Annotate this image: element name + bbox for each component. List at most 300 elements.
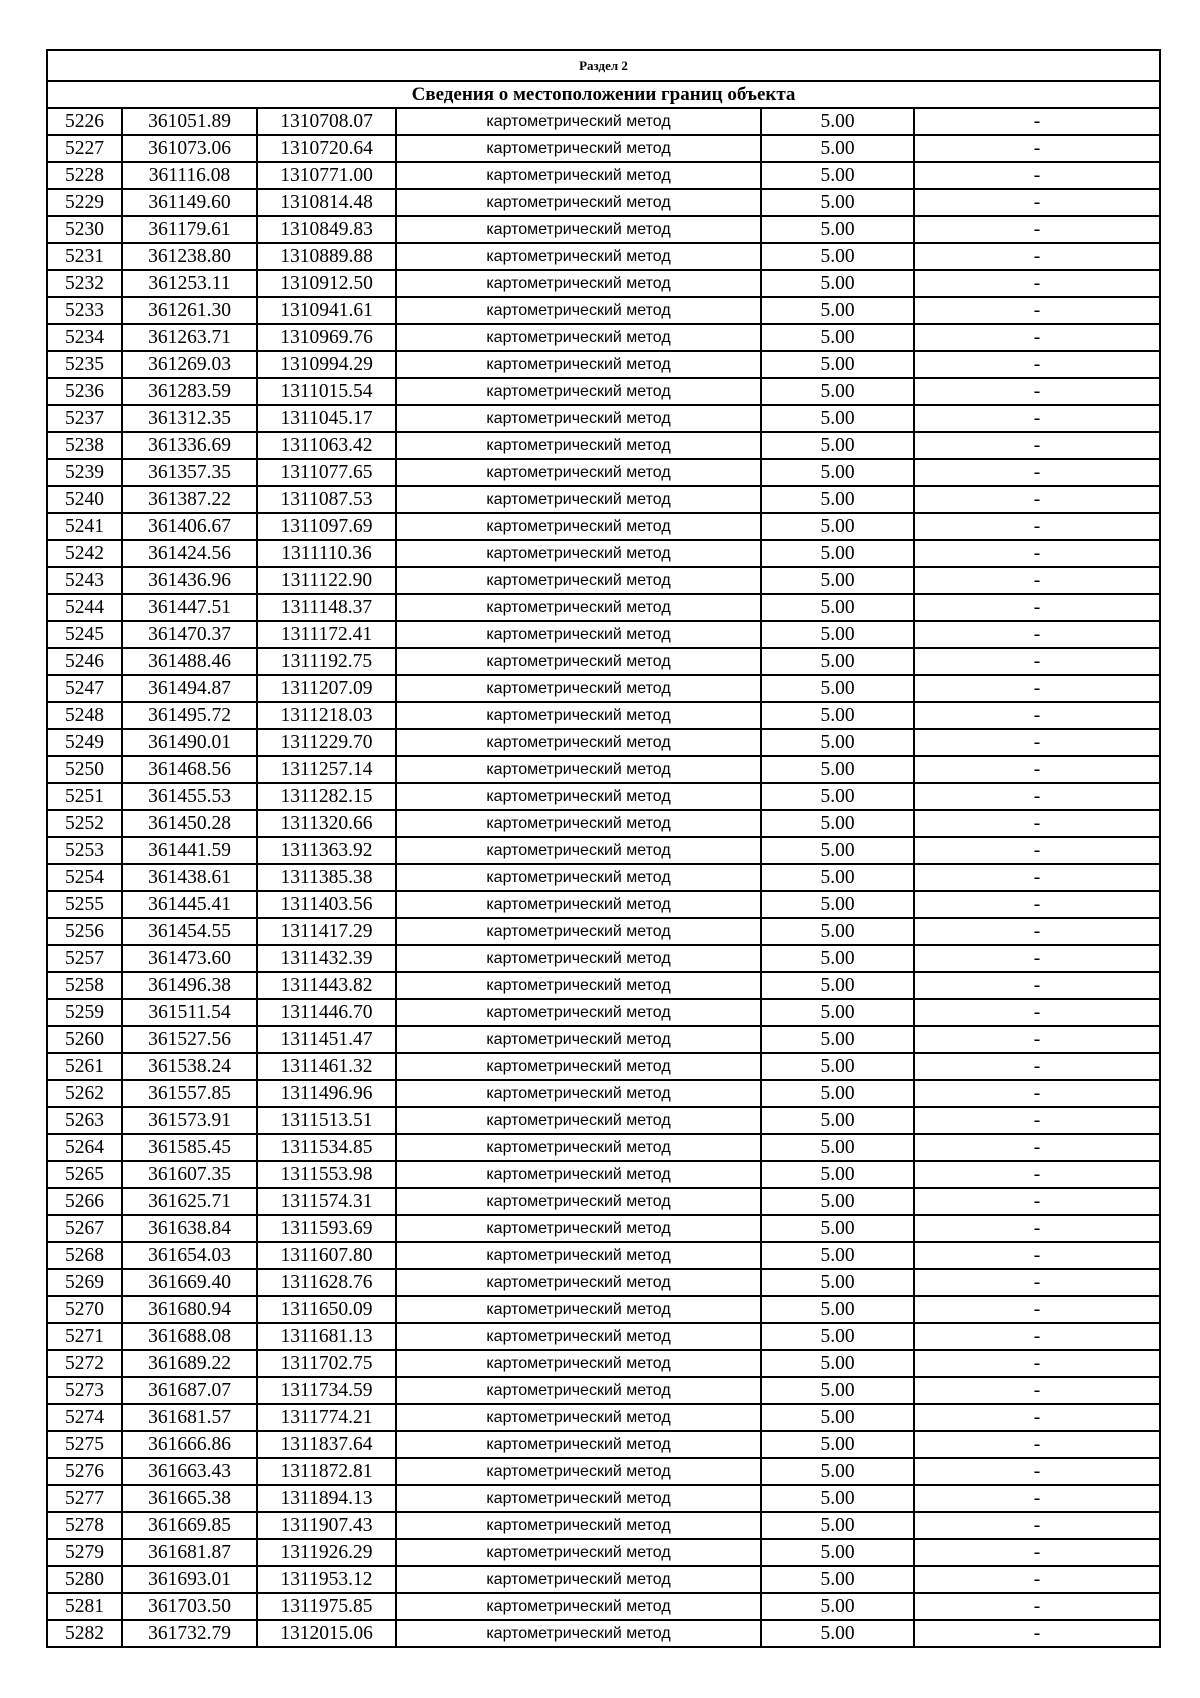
delta-cell: -: [914, 972, 1160, 999]
method-cell: картометрический метод: [396, 1431, 761, 1458]
method-cell: картометрический метод: [396, 1053, 761, 1080]
method-cell: картометрический метод: [396, 108, 761, 135]
accuracy-cell: 5.00: [761, 918, 914, 945]
y-coordinate-cell: 1310720.64: [257, 135, 396, 162]
delta-cell: -: [914, 675, 1160, 702]
point-number-cell: 5263: [47, 1107, 122, 1134]
method-cell: картометрический метод: [396, 648, 761, 675]
y-coordinate-cell: 1311063.42: [257, 432, 396, 459]
table-row: [47, 810, 1160, 837]
y-coordinate-cell: 1310708.07: [257, 108, 396, 135]
point-number-cell: 5275: [47, 1431, 122, 1458]
table-row: [47, 891, 1160, 918]
table-row: [47, 1458, 1160, 1485]
accuracy-cell: 5.00: [761, 513, 914, 540]
y-coordinate-cell: 1311417.29: [257, 918, 396, 945]
delta-cell: -: [914, 1269, 1160, 1296]
x-coordinate-cell: 361607.35: [122, 1161, 257, 1188]
y-coordinate-cell: 1311192.75: [257, 648, 396, 675]
y-coordinate-cell: 1311087.53: [257, 486, 396, 513]
point-number-cell: 5251: [47, 783, 122, 810]
table-row: [47, 918, 1160, 945]
point-number-cell: 5253: [47, 837, 122, 864]
method-cell: картометрический метод: [396, 135, 761, 162]
y-coordinate-cell: 1311045.17: [257, 405, 396, 432]
method-cell: картометрический метод: [396, 270, 761, 297]
accuracy-cell: 5.00: [761, 1350, 914, 1377]
x-coordinate-cell: 361253.11: [122, 270, 257, 297]
table-row: [47, 729, 1160, 756]
table-row: [47, 1431, 1160, 1458]
method-cell: картометрический метод: [396, 972, 761, 999]
delta-cell: -: [914, 621, 1160, 648]
method-cell: картометрический метод: [396, 729, 761, 756]
boundary-table: [46, 49, 1161, 1648]
point-number-cell: 5247: [47, 675, 122, 702]
method-cell: картометрический метод: [396, 567, 761, 594]
x-coordinate-cell: 361238.80: [122, 243, 257, 270]
point-number-cell: 5277: [47, 1485, 122, 1512]
method-cell: картометрический метод: [396, 1566, 761, 1593]
table-row: [47, 297, 1160, 324]
accuracy-cell: 5.00: [761, 756, 914, 783]
x-coordinate-cell: 361638.84: [122, 1215, 257, 1242]
point-number-cell: 5270: [47, 1296, 122, 1323]
x-coordinate-cell: 361666.86: [122, 1431, 257, 1458]
table-row: [47, 837, 1160, 864]
table-row: [47, 270, 1160, 297]
x-coordinate-cell: 361703.50: [122, 1593, 257, 1620]
accuracy-cell: 5.00: [761, 1404, 914, 1431]
method-cell: картометрический метод: [396, 324, 761, 351]
delta-cell: -: [914, 1539, 1160, 1566]
y-coordinate-cell: 1311628.76: [257, 1269, 396, 1296]
point-number-cell: 5241: [47, 513, 122, 540]
x-coordinate-cell: 361490.01: [122, 729, 257, 756]
y-coordinate-cell: 1311702.75: [257, 1350, 396, 1377]
point-number-cell: 5243: [47, 567, 122, 594]
y-coordinate-cell: 1310849.83: [257, 216, 396, 243]
method-cell: картометрический метод: [396, 1404, 761, 1431]
method-cell: картометрический метод: [396, 810, 761, 837]
x-coordinate-cell: 361261.30: [122, 297, 257, 324]
method-cell: картометрический метод: [396, 1512, 761, 1539]
point-number-cell: 5279: [47, 1539, 122, 1566]
table-heading-row: [47, 81, 1160, 108]
table-row: [47, 1161, 1160, 1188]
table-row: [47, 972, 1160, 999]
point-number-cell: 5231: [47, 243, 122, 270]
method-cell: картометрический метод: [396, 1296, 761, 1323]
delta-cell: -: [914, 108, 1160, 135]
method-cell: картометрический метод: [396, 783, 761, 810]
table-row: [47, 1296, 1160, 1323]
table-row: [47, 1188, 1160, 1215]
table-row: [47, 324, 1160, 351]
y-coordinate-cell: 1311218.03: [257, 702, 396, 729]
table-body: [47, 50, 1160, 1647]
point-number-cell: 5237: [47, 405, 122, 432]
table-row: [47, 675, 1160, 702]
y-coordinate-cell: 1311077.65: [257, 459, 396, 486]
method-cell: картометрический метод: [396, 945, 761, 972]
section-header-row: [47, 50, 1160, 81]
method-cell: картометрический метод: [396, 1242, 761, 1269]
delta-cell: -: [914, 1458, 1160, 1485]
delta-cell: -: [914, 918, 1160, 945]
accuracy-cell: 5.00: [761, 648, 914, 675]
method-cell: картометрический метод: [396, 432, 761, 459]
delta-cell: -: [914, 297, 1160, 324]
delta-cell: -: [914, 702, 1160, 729]
delta-cell: -: [914, 1431, 1160, 1458]
x-coordinate-cell: 361073.06: [122, 135, 257, 162]
x-coordinate-cell: 361179.61: [122, 216, 257, 243]
x-coordinate-cell: 361438.61: [122, 864, 257, 891]
accuracy-cell: 5.00: [761, 837, 914, 864]
method-cell: картометрический метод: [396, 162, 761, 189]
table-row: [47, 513, 1160, 540]
table-row: [47, 1215, 1160, 1242]
delta-cell: -: [914, 1026, 1160, 1053]
point-number-cell: 5252: [47, 810, 122, 837]
x-coordinate-cell: 361470.37: [122, 621, 257, 648]
delta-cell: -: [914, 189, 1160, 216]
table-row: [47, 459, 1160, 486]
delta-cell: -: [914, 270, 1160, 297]
point-number-cell: 5276: [47, 1458, 122, 1485]
accuracy-cell: 5.00: [761, 702, 914, 729]
accuracy-cell: 5.00: [761, 567, 914, 594]
table-row: [47, 1269, 1160, 1296]
table-row: [47, 702, 1160, 729]
point-number-cell: 5257: [47, 945, 122, 972]
point-number-cell: 5254: [47, 864, 122, 891]
y-coordinate-cell: 1311926.29: [257, 1539, 396, 1566]
x-coordinate-cell: 361357.35: [122, 459, 257, 486]
point-number-cell: 5282: [47, 1620, 122, 1647]
delta-cell: -: [914, 1107, 1160, 1134]
delta-cell: -: [914, 783, 1160, 810]
y-coordinate-cell: 1311229.70: [257, 729, 396, 756]
method-cell: картометрический метод: [396, 1107, 761, 1134]
delta-cell: -: [914, 837, 1160, 864]
accuracy-cell: 5.00: [761, 594, 914, 621]
method-cell: картометрический метод: [396, 351, 761, 378]
table-row: [47, 1512, 1160, 1539]
delta-cell: -: [914, 999, 1160, 1026]
method-cell: картометрический метод: [396, 918, 761, 945]
accuracy-cell: 5.00: [761, 270, 914, 297]
y-coordinate-cell: 1311953.12: [257, 1566, 396, 1593]
accuracy-cell: 5.00: [761, 1485, 914, 1512]
accuracy-cell: 5.00: [761, 324, 914, 351]
y-coordinate-cell: 1311148.37: [257, 594, 396, 621]
delta-cell: -: [914, 945, 1160, 972]
accuracy-cell: 5.00: [761, 783, 914, 810]
point-number-cell: 5278: [47, 1512, 122, 1539]
y-coordinate-cell: 1311907.43: [257, 1512, 396, 1539]
accuracy-cell: 5.00: [761, 297, 914, 324]
accuracy-cell: 5.00: [761, 1377, 914, 1404]
method-cell: картометрический метод: [396, 702, 761, 729]
delta-cell: -: [914, 864, 1160, 891]
table-row: [47, 405, 1160, 432]
y-coordinate-cell: 1311681.13: [257, 1323, 396, 1350]
accuracy-cell: 5.00: [761, 432, 914, 459]
point-number-cell: 5273: [47, 1377, 122, 1404]
accuracy-cell: 5.00: [761, 1620, 914, 1647]
accuracy-cell: 5.00: [761, 1026, 914, 1053]
accuracy-cell: 5.00: [761, 162, 914, 189]
delta-cell: -: [914, 216, 1160, 243]
x-coordinate-cell: 361496.38: [122, 972, 257, 999]
x-coordinate-cell: 361283.59: [122, 378, 257, 405]
point-number-cell: 5271: [47, 1323, 122, 1350]
delta-cell: -: [914, 351, 1160, 378]
delta-cell: -: [914, 324, 1160, 351]
y-coordinate-cell: 1311872.81: [257, 1458, 396, 1485]
method-cell: картометрический метод: [396, 1620, 761, 1647]
table-row: [47, 1566, 1160, 1593]
x-coordinate-cell: 361454.55: [122, 918, 257, 945]
y-coordinate-cell: 1311975.85: [257, 1593, 396, 1620]
table-row: [47, 1350, 1160, 1377]
table-row: [47, 1539, 1160, 1566]
point-number-cell: 5232: [47, 270, 122, 297]
y-coordinate-cell: 1311363.92: [257, 837, 396, 864]
x-coordinate-cell: 361455.53: [122, 783, 257, 810]
table-row: [47, 243, 1160, 270]
y-coordinate-cell: 1311607.80: [257, 1242, 396, 1269]
delta-cell: -: [914, 594, 1160, 621]
accuracy-cell: 5.00: [761, 864, 914, 891]
accuracy-cell: 5.00: [761, 540, 914, 567]
accuracy-cell: 5.00: [761, 1053, 914, 1080]
accuracy-cell: 5.00: [761, 1215, 914, 1242]
delta-cell: -: [914, 135, 1160, 162]
delta-cell: -: [914, 1593, 1160, 1620]
delta-cell: -: [914, 1350, 1160, 1377]
table-row: [47, 1026, 1160, 1053]
method-cell: картометрический метод: [396, 891, 761, 918]
point-number-cell: 5234: [47, 324, 122, 351]
y-coordinate-cell: 1311650.09: [257, 1296, 396, 1323]
x-coordinate-cell: 361468.56: [122, 756, 257, 783]
table-row: [47, 162, 1160, 189]
x-coordinate-cell: 361687.07: [122, 1377, 257, 1404]
table-row: [47, 999, 1160, 1026]
y-coordinate-cell: 1311534.85: [257, 1134, 396, 1161]
point-number-cell: 5267: [47, 1215, 122, 1242]
table-row: [47, 378, 1160, 405]
accuracy-cell: 5.00: [761, 459, 914, 486]
y-coordinate-cell: 1311461.32: [257, 1053, 396, 1080]
table-row: [47, 351, 1160, 378]
delta-cell: -: [914, 378, 1160, 405]
method-cell: картометрический метод: [396, 1323, 761, 1350]
x-coordinate-cell: 361149.60: [122, 189, 257, 216]
delta-cell: -: [914, 1512, 1160, 1539]
accuracy-cell: 5.00: [761, 1188, 914, 1215]
method-cell: картометрический метод: [396, 1350, 761, 1377]
method-cell: картометрический метод: [396, 1026, 761, 1053]
x-coordinate-cell: 361312.35: [122, 405, 257, 432]
accuracy-cell: 5.00: [761, 891, 914, 918]
y-coordinate-cell: 1311443.82: [257, 972, 396, 999]
x-coordinate-cell: 361681.57: [122, 1404, 257, 1431]
accuracy-cell: 5.00: [761, 810, 914, 837]
table-row: [47, 1377, 1160, 1404]
point-number-cell: 5229: [47, 189, 122, 216]
method-cell: картометрический метод: [396, 594, 761, 621]
y-coordinate-cell: 1311257.14: [257, 756, 396, 783]
x-coordinate-cell: 361527.56: [122, 1026, 257, 1053]
point-number-cell: 5259: [47, 999, 122, 1026]
x-coordinate-cell: 361447.51: [122, 594, 257, 621]
x-coordinate-cell: 361681.87: [122, 1539, 257, 1566]
point-number-cell: 5228: [47, 162, 122, 189]
method-cell: картометрический метод: [396, 189, 761, 216]
y-coordinate-cell: 1311894.13: [257, 1485, 396, 1512]
accuracy-cell: 5.00: [761, 1080, 914, 1107]
table-row: [47, 756, 1160, 783]
y-coordinate-cell: 1311172.41: [257, 621, 396, 648]
y-coordinate-cell: 1311553.98: [257, 1161, 396, 1188]
point-number-cell: 5272: [47, 1350, 122, 1377]
point-number-cell: 5264: [47, 1134, 122, 1161]
accuracy-cell: 5.00: [761, 972, 914, 999]
delta-cell: -: [914, 1377, 1160, 1404]
accuracy-cell: 5.00: [761, 1107, 914, 1134]
delta-cell: -: [914, 1296, 1160, 1323]
x-coordinate-cell: 361051.89: [122, 108, 257, 135]
point-number-cell: 5249: [47, 729, 122, 756]
point-number-cell: 5280: [47, 1566, 122, 1593]
accuracy-cell: 5.00: [761, 1323, 914, 1350]
point-number-cell: 5236: [47, 378, 122, 405]
table-row: [47, 1242, 1160, 1269]
method-cell: картометрический метод: [396, 756, 761, 783]
x-coordinate-cell: 361585.45: [122, 1134, 257, 1161]
method-cell: картометрический метод: [396, 378, 761, 405]
delta-cell: -: [914, 729, 1160, 756]
delta-cell: -: [914, 1188, 1160, 1215]
y-coordinate-cell: 1311320.66: [257, 810, 396, 837]
x-coordinate-cell: 361269.03: [122, 351, 257, 378]
table-row: [47, 648, 1160, 675]
y-coordinate-cell: 1311110.36: [257, 540, 396, 567]
accuracy-cell: 5.00: [761, 999, 914, 1026]
accuracy-cell: 5.00: [761, 621, 914, 648]
section-title: Раздел 2: [47, 50, 1160, 81]
x-coordinate-cell: 361488.46: [122, 648, 257, 675]
delta-cell: -: [914, 1620, 1160, 1647]
accuracy-cell: 5.00: [761, 1512, 914, 1539]
delta-cell: -: [914, 432, 1160, 459]
table-row: [47, 1323, 1160, 1350]
y-coordinate-cell: 1311446.70: [257, 999, 396, 1026]
method-cell: картометрический метод: [396, 621, 761, 648]
method-cell: картометрический метод: [396, 837, 761, 864]
x-coordinate-cell: 361263.71: [122, 324, 257, 351]
table-row: [47, 1053, 1160, 1080]
table-row: [47, 1134, 1160, 1161]
table-row: [47, 135, 1160, 162]
point-number-cell: 5258: [47, 972, 122, 999]
point-number-cell: 5245: [47, 621, 122, 648]
accuracy-cell: 5.00: [761, 135, 914, 162]
method-cell: картометрический метод: [396, 1269, 761, 1296]
table-row: [47, 783, 1160, 810]
y-coordinate-cell: 1311496.96: [257, 1080, 396, 1107]
y-coordinate-cell: 1311837.64: [257, 1431, 396, 1458]
x-coordinate-cell: 361680.94: [122, 1296, 257, 1323]
y-coordinate-cell: 1311734.59: [257, 1377, 396, 1404]
delta-cell: -: [914, 243, 1160, 270]
x-coordinate-cell: 361441.59: [122, 837, 257, 864]
accuracy-cell: 5.00: [761, 378, 914, 405]
x-coordinate-cell: 361665.38: [122, 1485, 257, 1512]
accuracy-cell: 5.00: [761, 1242, 914, 1269]
table-row: [47, 945, 1160, 972]
table-row: [47, 108, 1160, 135]
accuracy-cell: 5.00: [761, 675, 914, 702]
accuracy-cell: 5.00: [761, 486, 914, 513]
accuracy-cell: 5.00: [761, 1134, 914, 1161]
x-coordinate-cell: 361689.22: [122, 1350, 257, 1377]
x-coordinate-cell: 361625.71: [122, 1188, 257, 1215]
delta-cell: -: [914, 459, 1160, 486]
method-cell: картометрический метод: [396, 405, 761, 432]
method-cell: картометрический метод: [396, 216, 761, 243]
y-coordinate-cell: 1310994.29: [257, 351, 396, 378]
method-cell: картометрический метод: [396, 864, 761, 891]
method-cell: картометрический метод: [396, 243, 761, 270]
y-coordinate-cell: 1312015.06: [257, 1620, 396, 1647]
method-cell: картометрический метод: [396, 1215, 761, 1242]
table-row: [47, 216, 1160, 243]
x-coordinate-cell: 361669.85: [122, 1512, 257, 1539]
delta-cell: -: [914, 1242, 1160, 1269]
point-number-cell: 5262: [47, 1080, 122, 1107]
table-row: [47, 189, 1160, 216]
x-coordinate-cell: 361336.69: [122, 432, 257, 459]
y-coordinate-cell: 1310889.88: [257, 243, 396, 270]
delta-cell: -: [914, 486, 1160, 513]
point-number-cell: 5260: [47, 1026, 122, 1053]
delta-cell: -: [914, 810, 1160, 837]
x-coordinate-cell: 361436.96: [122, 567, 257, 594]
point-number-cell: 5268: [47, 1242, 122, 1269]
method-cell: картометрический метод: [396, 675, 761, 702]
method-cell: картометрический метод: [396, 1188, 761, 1215]
delta-cell: -: [914, 1080, 1160, 1107]
accuracy-cell: 5.00: [761, 189, 914, 216]
point-number-cell: 5261: [47, 1053, 122, 1080]
method-cell: картометрический метод: [396, 540, 761, 567]
point-number-cell: 5239: [47, 459, 122, 486]
method-cell: картометрический метод: [396, 1485, 761, 1512]
accuracy-cell: 5.00: [761, 1269, 914, 1296]
point-number-cell: 5255: [47, 891, 122, 918]
x-coordinate-cell: 361654.03: [122, 1242, 257, 1269]
table-row: [47, 540, 1160, 567]
y-coordinate-cell: 1311403.56: [257, 891, 396, 918]
y-coordinate-cell: 1311385.38: [257, 864, 396, 891]
x-coordinate-cell: 361387.22: [122, 486, 257, 513]
point-number-cell: 5230: [47, 216, 122, 243]
